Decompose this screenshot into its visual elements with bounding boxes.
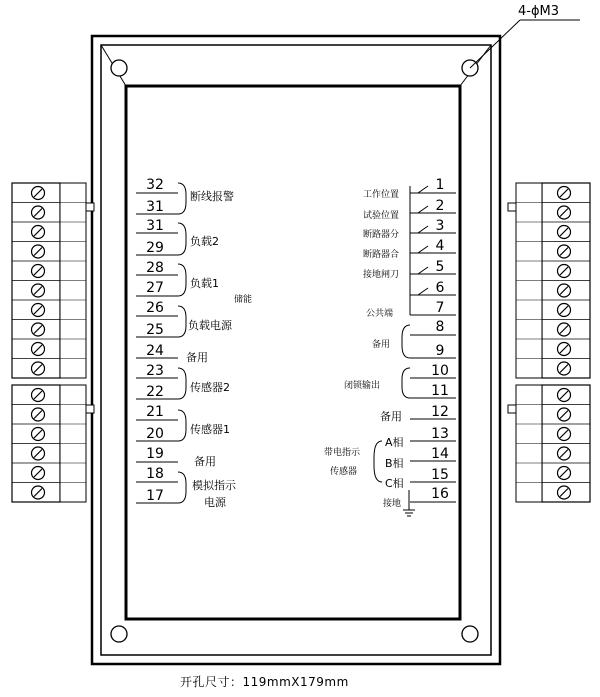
left-bracket [178,410,186,441]
right-terminal-number: 14 [431,446,449,462]
right-terminal-number: 5 [435,259,445,275]
right-terminal-number: 1 [435,177,445,193]
left-terminal-number: 21 [146,404,164,420]
left-bracket [178,183,186,214]
right-terminal-number: 15 [431,467,449,483]
terminal-blocks [12,183,590,502]
left-terminal-number: 18 [146,466,164,482]
right-terminal-block-lower [508,385,590,502]
left-extra-label: 储能 [234,295,253,305]
cutout-size-caption: 开孔尺寸：119mmX179mm [180,675,349,689]
left-group-label: 模拟指示 [192,479,236,492]
right-terminal-number: 11 [431,383,449,399]
right-terminal-label: 试验位置 [363,211,400,221]
left-terminal-number: 23 [146,363,164,379]
right-terminal-number: 3 [435,218,445,234]
left-terminal-number: 31 [146,199,164,215]
latch-tab [86,405,94,413]
mounting-hole-bottom-left [111,626,127,642]
latch-tab [86,203,94,211]
ground-symbol [403,502,415,516]
inner-frame [126,86,460,619]
right-terminal-number: 4 [435,238,445,254]
right-terminal-block-upper [508,183,590,378]
left-bracket [178,223,186,255]
left-terminal-block-upper [12,183,94,378]
left-terminal-number: 25 [146,322,164,338]
right-terminal-number: 7 [435,300,445,316]
switch-contact [418,206,428,213]
left-terminal-block-lower [12,385,94,502]
left-group-label: 备用 [194,455,216,468]
right-terminal-number: 8 [435,319,445,335]
right-terminal-label: 工作位置 [363,190,400,200]
right-group-label: 带电指示 [324,448,361,458]
left-terminal-number: 27 [146,280,164,296]
left-terminal-number: 32 [146,177,164,193]
left-group-label: 传感器2 [190,381,230,394]
right-terminal-number: 13 [431,426,449,442]
switch-contact [418,246,428,253]
left-bracket [178,306,186,337]
right-bracket [402,368,410,398]
right-group-label: 传感器 [330,467,358,477]
right-terminal-label: 断路器分 [363,230,400,240]
right-terminal-label: B相 [385,457,404,470]
mounting-hole-top-left [111,60,127,76]
left-terminal-number: 19 [146,446,164,462]
dimension-label: 4-ϕM3 [518,4,560,19]
right-group-label: 闭锁输出 [344,381,381,391]
left-group-label: 电源 [204,496,226,509]
right-terminal-number: 6 [435,280,445,296]
right-terminal-number: 16 [431,486,449,502]
right-terminal-label: 备用 [380,410,402,423]
right-bracket [374,441,382,482]
left-terminal-number: 24 [146,343,164,359]
mounting-hole-bottom-right [462,626,478,642]
right-terminal-label: C相 [385,477,404,490]
right-terminal-number: 10 [431,363,449,379]
left-terminal-number: 22 [146,384,164,400]
switch-contact [418,226,428,233]
right-terminal-label: A相 [385,436,404,449]
switch-contact [418,186,428,193]
right-terminal-label: 接地 [383,499,402,509]
right-bracket [402,325,410,358]
left-group-label: 负载电源 [188,319,232,332]
right-terminal-number: 12 [431,404,449,420]
left-terminal-number: 17 [146,488,164,504]
right-terminal-number: 9 [435,343,445,359]
right-terminal-label: 公共端 [366,309,394,319]
left-group-label: 传感器1 [190,423,230,436]
left-bracket [178,264,186,296]
switch-contact [418,267,428,274]
left-terminal-numbers [146,177,164,504]
left-bracket [178,472,186,503]
right-terminal-label: 断路器合 [363,250,400,260]
left-group-label: 负载1 [190,277,219,290]
latch-tab [508,203,516,211]
right-terminal-numbers [431,177,449,502]
mounting-holes [111,60,478,642]
right-terminal-number: 2 [435,198,445,214]
left-bracket [178,368,186,399]
wiring-lines [136,183,456,503]
left-group-label: 负载2 [190,235,219,248]
leader-line [470,20,520,68]
latch-tab [508,405,516,413]
left-group-label: 断线报警 [190,190,234,203]
right-group-labels [324,338,390,477]
switch-contact [418,288,428,295]
left-terminal-number: 29 [146,240,164,256]
left-terminal-number: 28 [146,260,164,276]
right-group-label: 备用 [372,340,391,350]
right-terminal-label: 接地闸刀 [363,270,400,280]
left-terminal-number: 31 [146,218,164,234]
left-terminal-number: 20 [146,426,164,442]
left-terminal-number: 26 [146,300,164,316]
left-group-labels [186,189,252,509]
left-group-label: 备用 [186,351,208,364]
